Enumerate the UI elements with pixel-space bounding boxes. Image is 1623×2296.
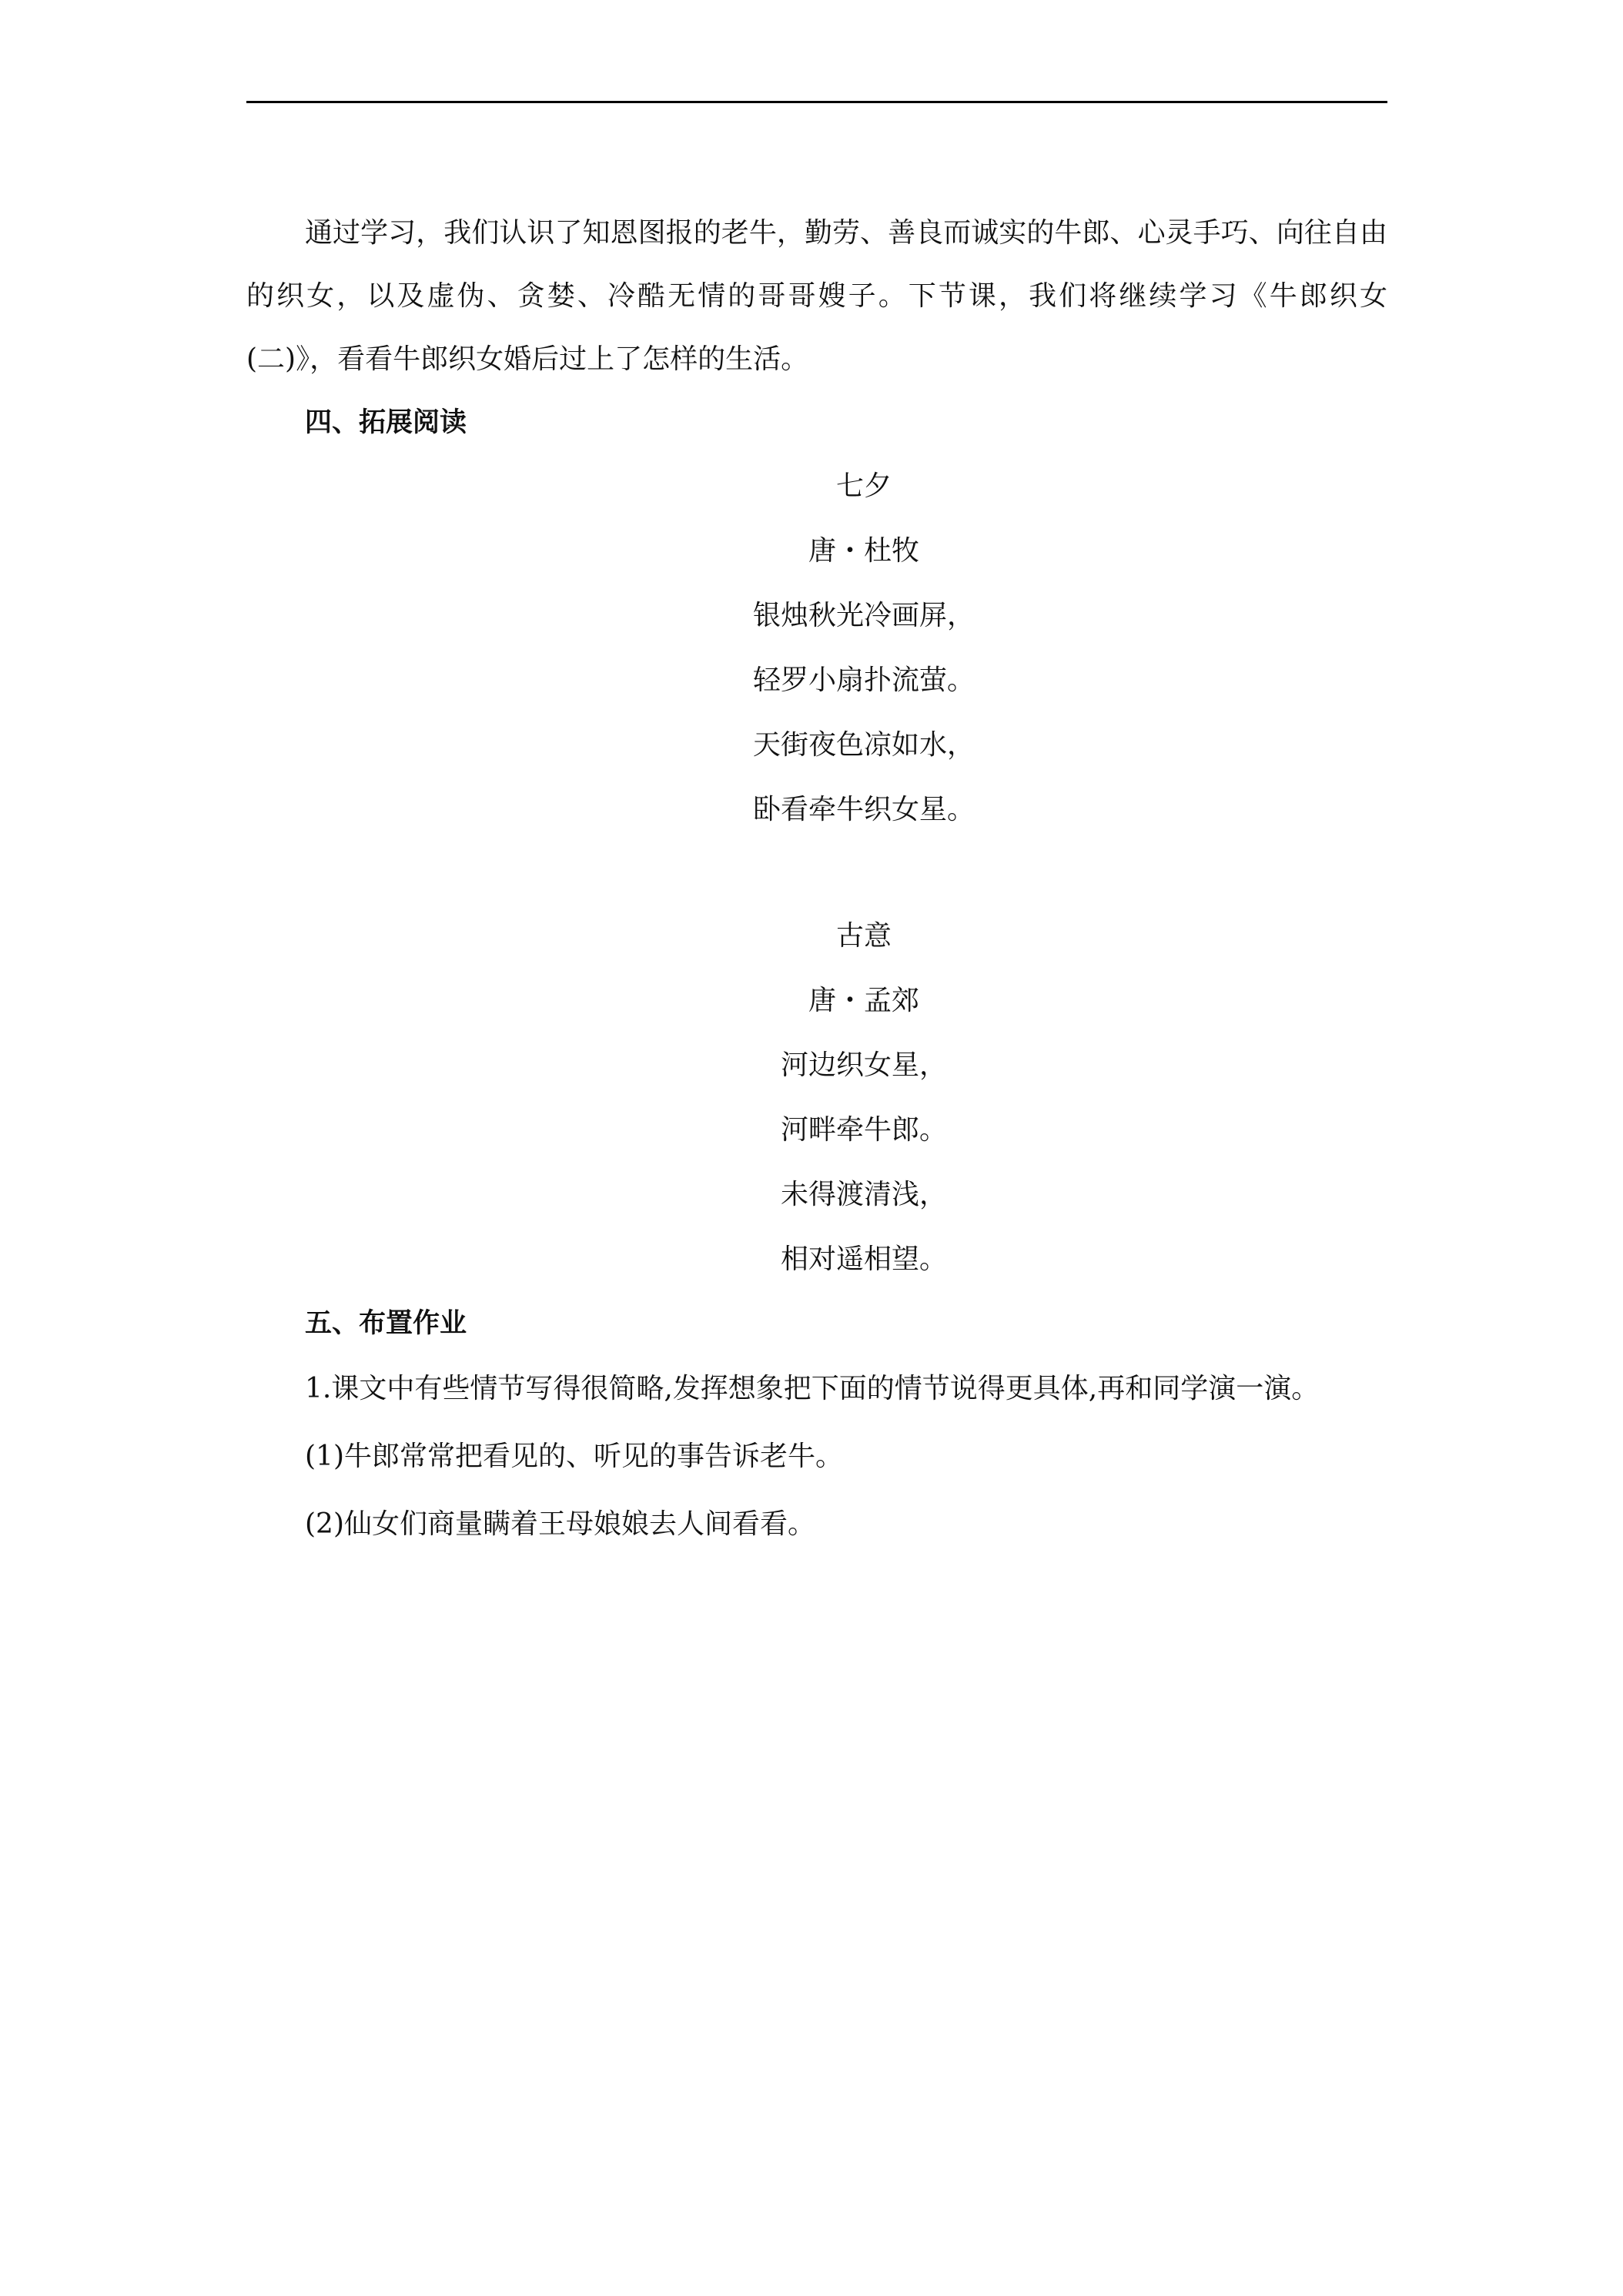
poem-title: 七夕 — [835, 470, 892, 502]
poem-line: 轻罗小扇扑流萤。 — [752, 664, 975, 696]
homework-item: (1)牛郎常常把看见的、听见的事告诉老牛。 — [305, 1441, 843, 1472]
poem-author: 唐・杜牧 — [808, 535, 919, 567]
poem-guyi — [246, 904, 1387, 1292]
poem-line: 未得渡清浅， — [780, 1179, 947, 1210]
poem-line: 相对遥相望。 — [780, 1243, 947, 1275]
homework-item: (2)仙女们商量瞒着王母娘娘去人间看看。 — [305, 1508, 815, 1540]
poem-spacer — [246, 842, 1387, 904]
summary-paragraph: 通过学习，我们认识了知恩图报的老牛，勤劳、善良而诚实的牛郎、心灵手巧、向往自由的织女，以及虚伪、贪婪、冷酷无情的哥哥嫂子。下节课，我们将继续学习《牛郎织女(二)》，看看牛郎织女婚后过上了怎样的生活。 — [246, 217, 1387, 375]
poem-line: 河畔牵牛郎。 — [780, 1114, 947, 1146]
section-four-heading: 四、拓展阅读 — [305, 407, 467, 438]
poem-line: 河边织女星， — [780, 1049, 947, 1081]
poem-author: 唐・孟郊 — [808, 985, 919, 1016]
poem-qixi — [246, 454, 1387, 842]
poem-title: 古意 — [835, 920, 892, 952]
homework-item: 1.课文中有些情节写得很简略,发挥想象把下面的情节说得更具体,再和同学演一演。 — [305, 1373, 1320, 1404]
section-five-heading: 五、布置作业 — [305, 1308, 467, 1339]
document-body — [246, 202, 1387, 1558]
header-rule — [246, 101, 1387, 103]
poem-line: 天街夜色凉如水， — [752, 729, 975, 761]
poem-line: 卧看牵牛织女星。 — [752, 794, 975, 825]
poem-line: 银烛秋光冷画屏， — [752, 600, 975, 631]
